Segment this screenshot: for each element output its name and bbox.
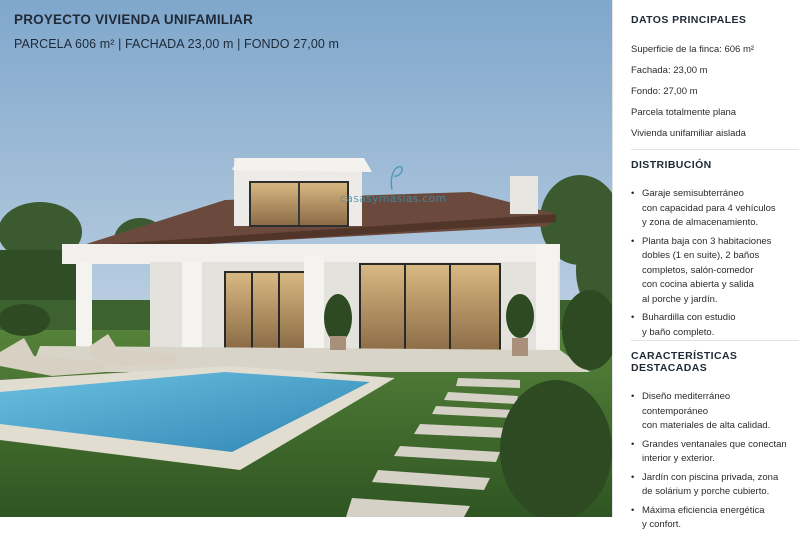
divider [631,340,799,341]
project-title: PROYECTO VIVIENDA UNIFAMILIAR [14,12,254,27]
caracteristicas-item-text: Jardín con piscina privada, zona de solárium y porche cubierto. [642,471,779,497]
datos-item: Superficie de la finca: 606 m² [631,44,755,55]
distribucion-item-text: Buhardilla con estudio y baño completo. [642,312,736,338]
project-subtitle: PARCELA 606 m² | FACHADA 23,00 m | FONDO 27,00 m [14,37,340,51]
bullet-icon: • [631,391,635,402]
bullet-icon: • [631,312,635,323]
watermark-logo-icon [386,164,406,192]
distribucion-item [631,235,793,308]
caracteristicas-item [631,504,793,533]
divider [631,149,799,150]
datos-item: Fachada: 23,00 m [631,65,708,76]
distribucion-heading: DISTRIBUCIÓN [631,159,712,171]
caracteristicas-item [631,390,793,434]
distribucion-item [631,311,793,340]
section-datos-principales [631,14,793,149]
caracteristicas-item [631,471,793,500]
datos-item: Parcela totalmente plana [631,107,737,118]
section-distribucion [631,159,793,344]
section-caracteristicas [631,350,793,537]
distribucion-item-text: Planta baja con 3 habitaciones dobles (1 en suite), 2 baños completos, salón-comedor con cocina abierta y salida al porche y jardín. [642,235,772,305]
caracteristicas-heading: CARACTERÍSTICAS DESTACADAS [631,350,738,374]
caracteristicas-item [631,438,793,467]
bullet-icon: • [631,471,635,483]
caracteristicas-item-text: Grandes ventanales que conectan interior y exterior. [642,438,787,464]
datos-heading: DATOS PRINCIPALES [631,14,747,26]
bullet-icon: • [631,438,635,450]
distribucion-item-text: Garaje semisubterráneo con capacidad para 4 vehículos y zona de almacenamiento. [642,188,776,228]
datos-item: Fondo: 27,00 m [631,86,698,97]
distribucion-item [631,187,793,231]
info-panel [612,0,800,530]
bullet-icon: • [631,235,635,247]
title-block [14,12,339,51]
datos-item: Vivienda unifamiliar aislada [631,128,746,139]
caracteristicas-item-text: Máxima eficiencia energética y confort. [642,504,765,530]
bullet-icon: • [631,504,635,516]
caracteristicas-item-text: Diseño mediterráneo contemporáneo con materiales de alta calidad. [642,391,771,431]
watermark-text: casasymasias.com [340,192,447,205]
bullet-icon: • [631,188,635,199]
